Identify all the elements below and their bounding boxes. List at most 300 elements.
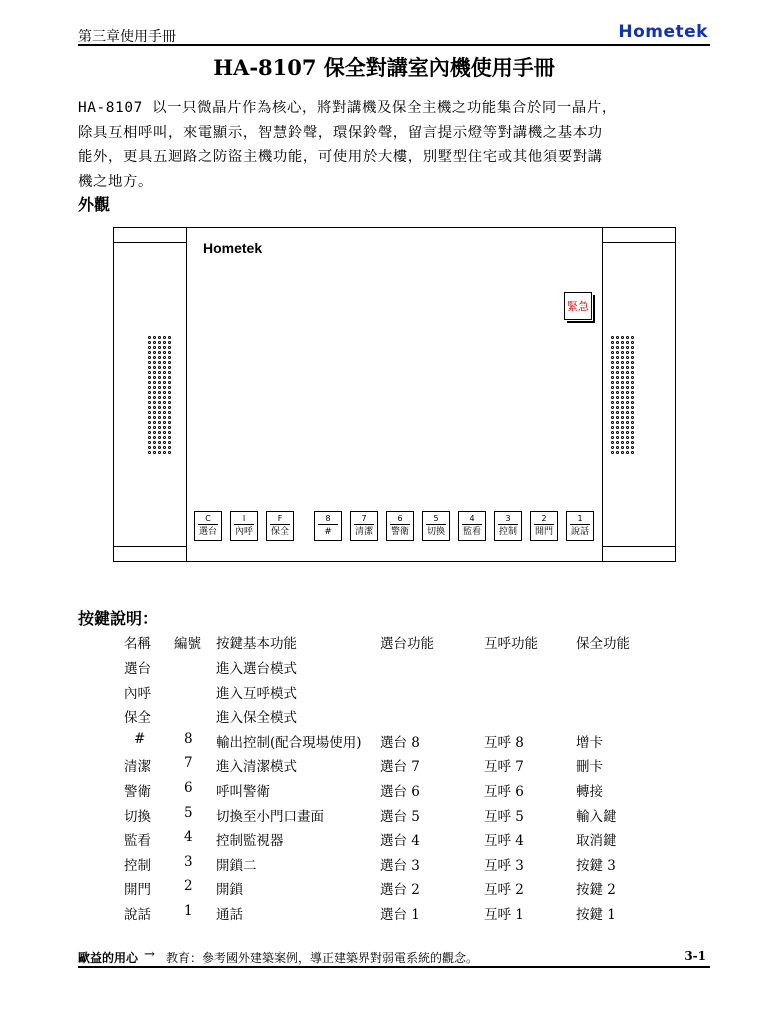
grille-hole — [621, 421, 624, 424]
chapter-title: 第三章使用手冊 — [78, 29, 176, 45]
grille-hole — [148, 366, 151, 369]
grille-hole — [168, 411, 171, 414]
grille-hole — [168, 366, 171, 369]
grille-hole — [153, 376, 156, 379]
grille-hole — [626, 356, 629, 359]
grille-hole — [168, 351, 171, 354]
grille-hole — [158, 396, 161, 399]
device-brand-label: Hometek — [203, 240, 263, 256]
page-header — [78, 22, 710, 46]
grille-hole — [158, 436, 161, 439]
grille-hole — [158, 361, 161, 364]
key-number: 7 — [354, 514, 374, 525]
table-header-cell: 保全功能 — [576, 636, 630, 652]
grille-hole — [626, 441, 629, 444]
table-cell: 2 — [184, 878, 193, 895]
grille-hole — [168, 441, 171, 444]
grille-hole — [621, 411, 624, 414]
key-label: 說話 — [570, 527, 589, 537]
document-title: HA-8107 保全對講室內機使用手冊 — [213, 55, 555, 80]
grille-hole — [631, 391, 634, 394]
grille-hole — [626, 346, 629, 349]
grille-hole — [616, 411, 619, 414]
table-cell: 輸入鍵 — [576, 808, 617, 825]
grille-hole — [631, 416, 634, 419]
table-cell: 進入保全模式 — [216, 710, 297, 727]
grille-hole — [148, 336, 151, 339]
grille-hole — [621, 361, 624, 364]
table-cell: 選台 — [124, 661, 151, 677]
grille-hole — [626, 431, 629, 434]
table-cell: 通話 — [216, 907, 243, 923]
device-illustration — [113, 227, 676, 562]
grille-hole — [611, 386, 614, 389]
grille-hole — [168, 361, 171, 364]
grille-hole — [626, 376, 629, 379]
keypad-key — [266, 511, 294, 541]
grille-hole — [631, 381, 634, 384]
grille-hole — [621, 391, 624, 394]
grille-hole — [148, 446, 151, 449]
grille-hole — [626, 361, 629, 364]
grille-hole — [616, 346, 619, 349]
table-cell: 8 — [184, 730, 193, 747]
grille-hole — [631, 351, 634, 354]
grille-hole — [611, 401, 614, 404]
section-heading-appearance: 外觀 — [78, 195, 111, 214]
table-cell: 6 — [184, 780, 193, 796]
grille-hole — [163, 416, 166, 419]
grille-hole — [631, 401, 634, 404]
grille-hole — [163, 371, 166, 374]
section-heading-keys: 按鍵說明： — [78, 609, 159, 628]
grille-hole — [168, 356, 171, 359]
grille-hole — [616, 426, 619, 429]
table-cell: 清潔 — [124, 759, 151, 776]
arrow-icon: → — [144, 947, 155, 962]
table-cell: 選台 6 — [380, 784, 420, 800]
grille-hole — [631, 406, 634, 409]
keypad-key — [530, 511, 558, 541]
grille-hole — [626, 386, 629, 389]
grille-hole — [148, 381, 151, 384]
grille-hole — [631, 451, 634, 454]
grille-hole — [148, 411, 151, 414]
grille-hole — [631, 421, 634, 424]
grille-hole — [148, 401, 151, 404]
table-cell: 選台 3 — [380, 857, 420, 874]
grille-hole — [611, 406, 614, 409]
grille-hole — [631, 411, 634, 414]
grille-hole — [153, 361, 156, 364]
grille-hole — [168, 451, 171, 454]
key-label: 監看 — [462, 527, 481, 537]
grille-hole — [163, 396, 166, 399]
grille-hole — [158, 406, 161, 409]
grille-hole — [611, 341, 614, 344]
grille-hole — [158, 401, 161, 404]
table-cell: 取消鍵 — [576, 833, 617, 850]
table-cell: 選台 2 — [380, 882, 420, 899]
grille-hole — [626, 421, 629, 424]
table-cell: 選台 1 — [380, 907, 420, 923]
table-cell: 選台 7 — [380, 759, 420, 776]
grille-hole — [611, 346, 614, 349]
grille-hole — [631, 361, 634, 364]
table-cell: 說話 — [124, 907, 151, 923]
keypad-key — [350, 511, 378, 541]
keypad-key — [386, 511, 414, 541]
grille-hole — [616, 436, 619, 439]
grille-hole — [163, 361, 166, 364]
grille-hole — [163, 376, 166, 379]
grille-hole — [626, 451, 629, 454]
grille-hole — [631, 446, 634, 449]
grille-hole — [158, 441, 161, 444]
grille-hole — [148, 341, 151, 344]
grille-hole — [616, 421, 619, 424]
table-cell: 選台 4 — [380, 833, 420, 850]
grille-hole — [611, 356, 614, 359]
keypad-key — [422, 511, 450, 541]
grille-hole — [616, 366, 619, 369]
grille-hole — [626, 391, 629, 394]
key-number: 4 — [462, 514, 482, 525]
grille-hole — [631, 386, 634, 389]
grille-hole — [611, 371, 614, 374]
grille-hole — [163, 386, 166, 389]
grille-hole — [148, 371, 151, 374]
grille-hole — [616, 441, 619, 444]
table-cell: 按鍵 3 — [576, 857, 616, 874]
grille-hole — [163, 451, 166, 454]
table-cell: 開鎖二 — [216, 857, 257, 874]
table-cell: 切換至小門口畫面 — [216, 808, 324, 825]
grille-hole — [158, 416, 161, 419]
table-header-cell: 按鍵基本功能 — [216, 636, 297, 652]
grille-hole — [631, 341, 634, 344]
grille-hole — [616, 406, 619, 409]
grille-hole — [163, 431, 166, 434]
table-cell: 互呼 4 — [484, 833, 524, 850]
right-side-panel — [602, 228, 675, 561]
table-cell: 增卡 — [576, 734, 603, 751]
grille-hole — [153, 336, 156, 339]
grille-hole — [158, 446, 161, 449]
grille-hole — [621, 426, 624, 429]
keypad-key — [314, 511, 342, 541]
footer-motto: 歐益的用心 — [78, 951, 139, 965]
grille-hole — [616, 431, 619, 434]
grille-hole — [168, 336, 171, 339]
grille-hole — [616, 416, 619, 419]
grille-hole — [148, 441, 151, 444]
grille-hole — [163, 436, 166, 439]
grille-hole — [621, 336, 624, 339]
grille-hole — [616, 361, 619, 364]
table-cell: 互呼 2 — [484, 882, 524, 899]
grille-hole — [611, 366, 614, 369]
keypad-key — [230, 511, 258, 541]
grille-hole — [616, 341, 619, 344]
grille-hole — [621, 406, 624, 409]
key-number: F — [270, 514, 290, 525]
grille-hole — [163, 421, 166, 424]
grille-hole — [163, 391, 166, 394]
key-label: 清潔 — [354, 527, 373, 537]
grille-hole — [168, 346, 171, 349]
grille-hole — [611, 376, 614, 379]
table-header-cell: 互呼功能 — [484, 636, 538, 652]
grille-hole — [621, 446, 624, 449]
grille-hole — [616, 381, 619, 384]
grille-hole — [153, 371, 156, 374]
grille-hole — [148, 426, 151, 429]
grille-hole — [158, 451, 161, 454]
grille-hole — [611, 431, 614, 434]
grille-hole — [631, 336, 634, 339]
grille-hole — [631, 346, 634, 349]
grille-hole — [168, 391, 171, 394]
grille-hole — [153, 356, 156, 359]
key-number: 1 — [570, 514, 590, 525]
grille-hole — [616, 356, 619, 359]
emergency-button: 緊急 — [564, 292, 592, 320]
grille-hole — [168, 426, 171, 429]
grille-hole — [153, 426, 156, 429]
grille-hole — [611, 446, 614, 449]
table-cell: 控制 — [124, 857, 151, 874]
grille-hole — [168, 421, 171, 424]
grille-hole — [621, 431, 624, 434]
key-number: 3 — [498, 514, 518, 525]
grille-hole — [631, 356, 634, 359]
grille-hole — [621, 436, 624, 439]
grille-hole — [611, 396, 614, 399]
grille-hole — [148, 376, 151, 379]
grille-hole — [616, 401, 619, 404]
brand-logo: Hometek — [618, 22, 708, 42]
grille-hole — [168, 416, 171, 419]
key-number: 5 — [426, 514, 446, 525]
grille-hole — [163, 401, 166, 404]
key-label: 選台 — [198, 527, 217, 537]
grille-hole — [153, 436, 156, 439]
grille-hole — [611, 416, 614, 419]
grille-hole — [626, 436, 629, 439]
grille-hole — [153, 431, 156, 434]
table-cell: 開門 — [124, 882, 151, 899]
table-cell: 輸出控制(配合現場使用) — [216, 734, 362, 751]
grille-hole — [148, 361, 151, 364]
grille-hole — [148, 356, 151, 359]
grille-hole — [621, 416, 624, 419]
grille-hole — [158, 346, 161, 349]
grille-hole — [163, 411, 166, 414]
table-header-cell: 名稱 — [124, 636, 151, 652]
table-cell: 1 — [184, 903, 193, 919]
table-cell: 互呼 6 — [484, 784, 524, 800]
grille-hole — [153, 386, 156, 389]
table-cell: 轉接 — [576, 784, 603, 800]
grille-hole — [168, 406, 171, 409]
grille-hole — [616, 351, 619, 354]
grille-hole — [158, 381, 161, 384]
table-cell: 選台 5 — [380, 808, 420, 825]
grille-hole — [631, 431, 634, 434]
table-cell: 開鎖 — [216, 882, 243, 899]
grille-hole — [626, 371, 629, 374]
grille-hole — [616, 371, 619, 374]
grille-hole — [621, 451, 624, 454]
key-label: 保全 — [270, 527, 289, 537]
grille-hole — [153, 406, 156, 409]
table-cell: 進入互呼模式 — [216, 685, 297, 702]
grille-hole — [153, 441, 156, 444]
grille-hole — [621, 376, 624, 379]
grille-hole — [611, 436, 614, 439]
grille-hole — [153, 381, 156, 384]
grille-hole — [168, 431, 171, 434]
intro-paragraph: HA-8107 以一只微晶片作為核心，將對講機及保全主機之功能集合於同一晶片， 除具互相呼叫，來電顯示，智慧鈴聲，環保鈴聲，留言提示燈等對講機之基本功 能外，更具五迴路之防盜主機功能，可使用於大樓，別墅型住宅或其他須要對講 機之地方。 — [78, 100, 617, 190]
grille-hole — [611, 421, 614, 424]
grille-hole — [158, 351, 161, 354]
grille-hole — [621, 371, 624, 374]
grille-hole — [626, 396, 629, 399]
grille-hole — [153, 351, 156, 354]
table-cell: 3 — [184, 853, 193, 870]
page-number: 3-1 — [684, 949, 706, 963]
grille-hole — [626, 446, 629, 449]
grille-hole — [621, 441, 624, 444]
grille-hole — [158, 356, 161, 359]
grille-hole — [148, 406, 151, 409]
grille-hole — [153, 341, 156, 344]
left-side-panel — [114, 228, 187, 561]
grille-hole — [168, 341, 171, 344]
footer-note: 教育：參考國外建築案例，導正建築界對弱電系統的觀念。 — [166, 951, 479, 965]
table-cell: 監看 — [124, 833, 151, 850]
key-label: 警衛 — [390, 527, 409, 537]
grille-hole — [626, 411, 629, 414]
grille-hole — [611, 426, 614, 429]
table-cell: 進入選台模式 — [216, 661, 297, 677]
grille-hole — [163, 366, 166, 369]
table-cell: 切換 — [124, 808, 151, 825]
grille-hole — [626, 426, 629, 429]
grille-hole — [158, 371, 161, 374]
grille-hole — [158, 426, 161, 429]
grille-hole — [158, 376, 161, 379]
table-cell: 互呼 8 — [484, 734, 524, 751]
grille-hole — [158, 341, 161, 344]
table-cell: 互呼 1 — [484, 907, 524, 923]
grille-hole — [148, 451, 151, 454]
grille-hole — [148, 421, 151, 424]
table-cell: 刪卡 — [576, 759, 603, 776]
table-cell: 按鍵 1 — [576, 907, 616, 923]
table-cell: 選台 8 — [380, 734, 420, 751]
grille-hole — [621, 386, 624, 389]
table-cell: 互呼 5 — [484, 808, 524, 825]
grille-hole — [158, 386, 161, 389]
grille-hole — [163, 381, 166, 384]
grille-hole — [631, 396, 634, 399]
grille-hole — [148, 346, 151, 349]
grille-hole — [158, 411, 161, 414]
grille-hole — [158, 391, 161, 394]
table-cell: 5 — [184, 804, 193, 821]
grille-hole — [153, 401, 156, 404]
grille-hole — [163, 336, 166, 339]
grille-hole — [153, 411, 156, 414]
table-cell: # — [134, 730, 146, 747]
grille-hole — [616, 376, 619, 379]
grille-hole — [163, 446, 166, 449]
grille-hole — [158, 336, 161, 339]
keypad-key — [494, 511, 522, 541]
table-cell: 警衛 — [124, 784, 151, 800]
grille-hole — [168, 386, 171, 389]
table-cell: 保全 — [124, 710, 151, 727]
grille-hole — [153, 391, 156, 394]
grille-hole — [148, 431, 151, 434]
grille-hole — [158, 366, 161, 369]
grille-hole — [616, 336, 619, 339]
grille-hole — [631, 366, 634, 369]
table-header-cell: 編號 — [174, 636, 201, 652]
table-cell: 進入清潔模式 — [216, 759, 297, 776]
table-cell: 互呼 7 — [484, 759, 524, 776]
grille-hole — [153, 451, 156, 454]
grille-hole — [621, 366, 624, 369]
key-number: 6 — [390, 514, 410, 525]
grille-hole — [631, 441, 634, 444]
key-number: 8 — [318, 514, 338, 525]
table-cell: 內呼 — [124, 685, 151, 702]
grille-hole — [158, 431, 161, 434]
grille-hole — [163, 406, 166, 409]
grille-hole — [616, 391, 619, 394]
grille-hole — [626, 336, 629, 339]
grille-hole — [148, 386, 151, 389]
table-cell: 互呼 3 — [484, 857, 524, 874]
grille-hole — [163, 341, 166, 344]
grille-hole — [621, 356, 624, 359]
grille-hole — [626, 351, 629, 354]
keypad-key — [194, 511, 222, 541]
grille-hole — [611, 381, 614, 384]
grille-hole — [611, 361, 614, 364]
grille-hole — [621, 351, 624, 354]
key-label: 切換 — [426, 527, 445, 537]
key-number: C — [198, 514, 218, 525]
grille-hole — [611, 336, 614, 339]
table-cell: 7 — [184, 755, 193, 772]
keypad-key — [458, 511, 486, 541]
table-header-cell: 選台功能 — [380, 636, 434, 652]
grille-hole — [168, 401, 171, 404]
key-label: 內呼 — [234, 527, 253, 537]
grille-hole — [611, 411, 614, 414]
grille-hole — [163, 441, 166, 444]
grille-hole — [168, 381, 171, 384]
grille-hole — [621, 401, 624, 404]
grille-hole — [616, 446, 619, 449]
key-number: I — [234, 514, 254, 525]
grille-hole — [148, 436, 151, 439]
table-cell: 按鍵 2 — [576, 882, 616, 899]
